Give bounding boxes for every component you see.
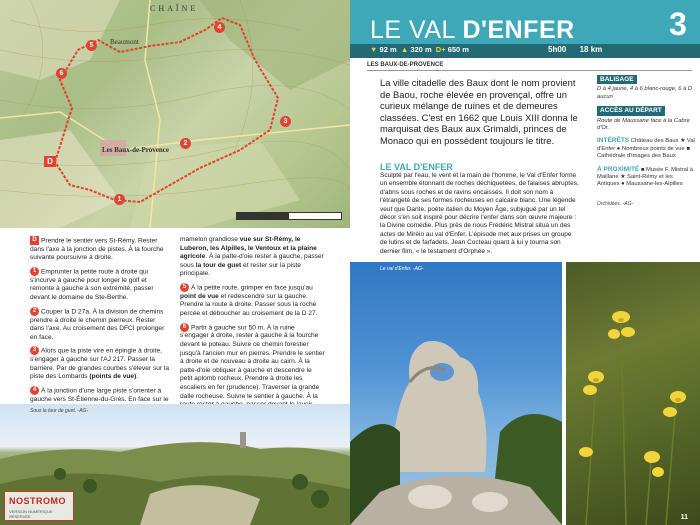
direction-step [30, 346, 170, 382]
step-text: . [136, 373, 139, 381]
title-bold: D'ENFER [462, 16, 575, 44]
photo-caption: Sous la tour de guet. -AG- [30, 408, 89, 414]
step-text: Emprunter la petite route à droite qui s'incurve à gauche pour longer le golf et remonte à gauche à son extrémité, passer devant le domaine de Ste-Berthe. [30, 268, 154, 302]
map-step-marker: 2 [180, 138, 191, 149]
step-marker: 5 [180, 283, 189, 292]
interets-text: Château des Baux ★ Val d'Enfer ● Nombreux points de vue ■ Cathédrale d'images des Baux [597, 138, 695, 160]
direction-step [30, 267, 170, 303]
map-step-marker: 3 [280, 116, 291, 127]
map-label-baux: Les Baux-de-Provence [102, 146, 169, 154]
duration-distance [548, 45, 602, 54]
directions-column-1 [30, 236, 170, 408]
photo-val-denfer-rocks [350, 262, 562, 525]
page-title [370, 16, 575, 45]
map-step-marker: 5 [86, 40, 97, 51]
step-text: mamelon grandiose [180, 236, 240, 243]
divider [367, 70, 692, 71]
step-text: Partir à gauche sur 50 m. À la ruine s'engager à droite, rester à gauche à la fourche devant le poteau. Suivre ce chemin forestier jusqu'à l'ancien mur en pierres. Prendre le sentier à droite et de nouveau à droite au cairn. À la patte-d'oie obliquer à gauche et descendre le petit aplomb rocheux. Prendre à droite les escaliers en fer (prudence). Traverser la grande dalle rocheuse. Suivre le sentier à gauche. À la [180, 323, 325, 400]
duration: 5h00 [548, 45, 567, 54]
map-label-beaumont: Beaumont [110, 38, 139, 46]
intro-paragraph: La ville citadelle des Baux dont le nom provient de Baou, roche élevée en provençal, offre un curieux mélange de ruines et de demeures classées. C'est en 1662 que Louis XIII donna le marquisat des Baux aux Grimaldi, princes de Monaco qui en possèdent toujours le titre. [380, 77, 578, 146]
page-number: 11 [680, 514, 688, 521]
step-text-bold: la tour de guet [195, 261, 242, 269]
balisage-tag: BALISAGE [597, 75, 637, 84]
logo-text: NOSTROMO [9, 496, 66, 506]
elevation-gain: 650 m [447, 45, 469, 54]
direction-step [180, 283, 325, 319]
map-step-marker: 6 [56, 68, 67, 79]
map-step-marker: 1 [114, 194, 125, 205]
photo-caption: Orchidées. -AG- [597, 200, 634, 207]
step-text-bold: vue sur St-Rémy, le Luberon, les Alpilles, le Ventoux et la plaine agricole [180, 236, 317, 261]
direction-step [30, 236, 170, 263]
logo-subtext: VERSION NUMÉRIQUE RÉSERVÉE [9, 509, 53, 519]
orchid-illustration [566, 262, 700, 525]
balisage-text: D à 4 jaune, 4 à 6 blanc-rouge, 6 à D aucun [597, 86, 693, 100]
step-text: et redescendre sur la gauche. Prendre la route à droite. Passer sous la roche percée et déboucher au croisement de la D 27. [180, 292, 318, 317]
proximite-heading: À PROXIMITÉ [597, 165, 640, 173]
direction-step [180, 236, 325, 279]
map-start-marker: D [44, 156, 56, 167]
chapter-number: 3 [669, 6, 687, 42]
acces-text: Route de Maussane face à la Cabre d'Or. [597, 117, 690, 132]
directions-column-2 [180, 236, 325, 422]
step-marker: 4 [30, 386, 39, 395]
step-text: Couper la D 27a. À la division de chemins prendre à droite le chemin pierreux. Rester dans l'axe. Au croisement des DFCI prolonger en face. [30, 307, 165, 341]
step-text: et rester sur la piste principale. [180, 261, 301, 278]
step-text: Alors que la piste vire en épingle à droite, s'engager à gauche sur l'AJ 217. Passer la barrière. Par de grandes courbes s'élever sur la piste des Lombards [30, 347, 170, 381]
step-text: À la petite route, grimper en face jusqu'au [191, 284, 313, 292]
distance: 18 km [579, 45, 603, 54]
region-label: LES BAUX-DE-PROVENCE [367, 62, 444, 68]
elevation-gain-icon: D+ [435, 45, 446, 54]
publisher-logo [4, 491, 74, 521]
photo-orchids [566, 262, 700, 525]
min-elevation: 92 m [379, 45, 397, 54]
title-light: LE VAL [370, 16, 463, 44]
direction-step [30, 307, 170, 343]
elevation-stats [370, 45, 469, 54]
step-marker: D [30, 236, 39, 245]
step-text: . À la patte-d'oie rester à gauche, passer sous [180, 253, 324, 269]
section-title: LE VAL D'ENFER [380, 162, 453, 172]
step-text: Prendre le sentier vers St-Rémy. Rester dans l'axe à la jonction de pistes. À la fourche suivante poursuivre à droite. [30, 237, 164, 262]
rock-illustration [350, 262, 562, 525]
interets-heading: INTÉRÊTS [597, 137, 630, 145]
interets-block [597, 137, 695, 160]
descent-arrow-icon: ▼ [370, 45, 378, 54]
direction-step [30, 386, 170, 404]
map-terrain [0, 0, 350, 228]
acces-tag: ACCÈS AU DÉPART [597, 106, 665, 115]
step-text-bold: (points de vue) [89, 373, 137, 381]
proximite-text: ■ Musée F. Mistral à Maillane ★ Saint-Rémy et les Antiques ● Maussane-les-Alpilles [597, 166, 694, 188]
info-sidebar [597, 75, 695, 208]
step-marker: 6 [180, 323, 189, 332]
map-step-marker: 4 [214, 22, 225, 33]
step-marker: 2 [30, 307, 39, 316]
step-text: À la jonction d'une large piste s'orienter à gauche vers St-Étienne-du-Grès. En face sur le [30, 387, 169, 403]
max-elevation: 320 m [410, 45, 432, 54]
topographic-map [0, 0, 350, 228]
step-marker: 3 [30, 346, 39, 355]
step-text-bold: point de vue [180, 292, 219, 300]
map-label-chaine: CHAÎNE [150, 4, 199, 13]
section-body: Sculpté par l'eau, le vent et la main de l'homme, le Val d'Enfer forme un ensemble étonnant de roches déchiquetées, de falaises abruptes, d'abris sous roches et de ravins encaissés. Il doit son nom à l'étrangeté de ses formes rocheuses en calcaire blanc. Une légende veut que Dante, poète italien du Moyen Âge, subjugué par un tel décor s'en soit inspiré pour décrire l'enfer dans son œuvre majeure : la Divine comédie. Plus près de nous Frédéric Mistral situa un des actes de Mirèio au val d'Enfer. L'épisode met aux prises un groupe de lutins et de farfadets. Jean Cocteau quant à lui y tourna son dernier film, « le testament d'Orphée ». [380, 172, 579, 255]
ascent-arrow-icon: ▲ [400, 45, 409, 54]
photo-caption: Le val d'Enfer. -AG- [380, 266, 424, 272]
proximite-block [597, 166, 695, 189]
step-marker: 1 [30, 267, 39, 276]
map-scale-bar [236, 212, 342, 220]
